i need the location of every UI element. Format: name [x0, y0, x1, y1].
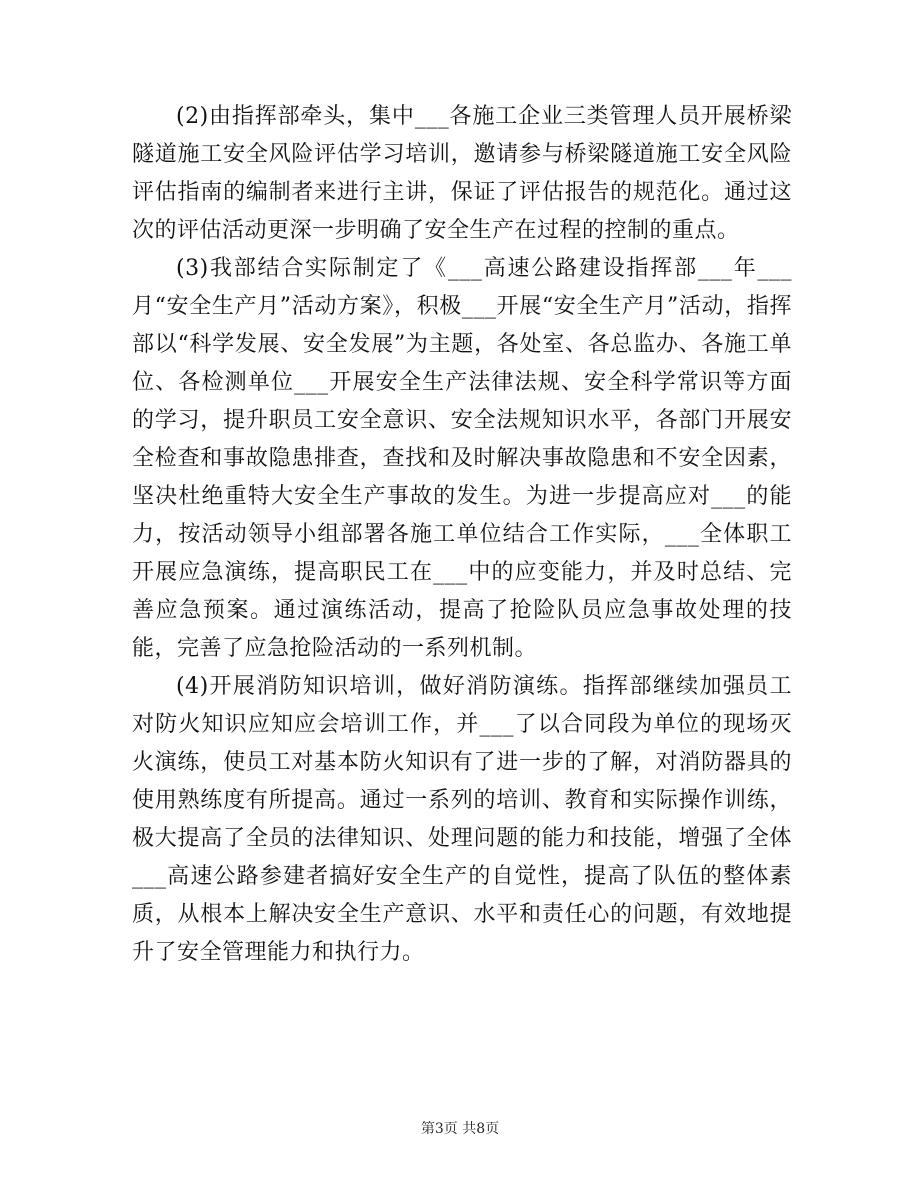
paragraph-2: (2)由指挥部牵头，集中___各施工企业三类管理人员开展桥梁隧道施工安全风险评估学习培训，邀请参与桥梁隧道施工安全风险评估指南的编制者来进行主讲，保证了评估报告的规范化。通过这次的评估活动更深一步明确了安全生产在过程的控制的重点。 — [132, 104, 792, 243]
body-text — [132, 98, 792, 972]
paragraph-3: (3)我部结合实际制定了《___高速公路建设指挥部___年___月“安全生产月”活动方案》，积极___开展“安全生产月”活动，指挥部以“科学发展、安全发展”为主题，各处室、各总监办、各施工单位、各检测单位___开展安全生产法律法规、安全科学常识等方面的学习，提升职员工安全意识、安全法规知识水平，各部门开展安全检查和事故隐患排查，查找和及时解决事故隐患和不安全因素，坚决杜绝重特大安全生产事故的发生。为进一步提高应对___的能力，按活动领导小组部署各施工单位结合工作实际，___全体职工开展应急演练，提高职民工在___中的应变能力，并及时总结、完善应急预案。通过演练活动，提高了抢险队员应急事故处理的技能，完善了应急抢险活动的一系列机制。 — [132, 256, 792, 661]
page-number: 第3页 共8页 — [420, 1121, 500, 1137]
paragraph-4: (4)开展消防知识培训，做好消防演练。指挥部继续加强员工对防火知识应知应会培训工作，并___了以合同段为单位的现场灭火演练，使员工对基本防火知识有了进一步的了解，对消防器具的使用熟练度有所提高。通过一系列的培训、教育和实际操作训练，极大提高了全员的法律知识、处理问题的能力和技能，增强了全体___高速公路参建者搞好安全生产的自觉性，提高了队伍的整体素质，从根本上解决安全生产意识、水平和责任心的问题，有效地提升了安全管理能力和执行力。 — [132, 674, 792, 965]
